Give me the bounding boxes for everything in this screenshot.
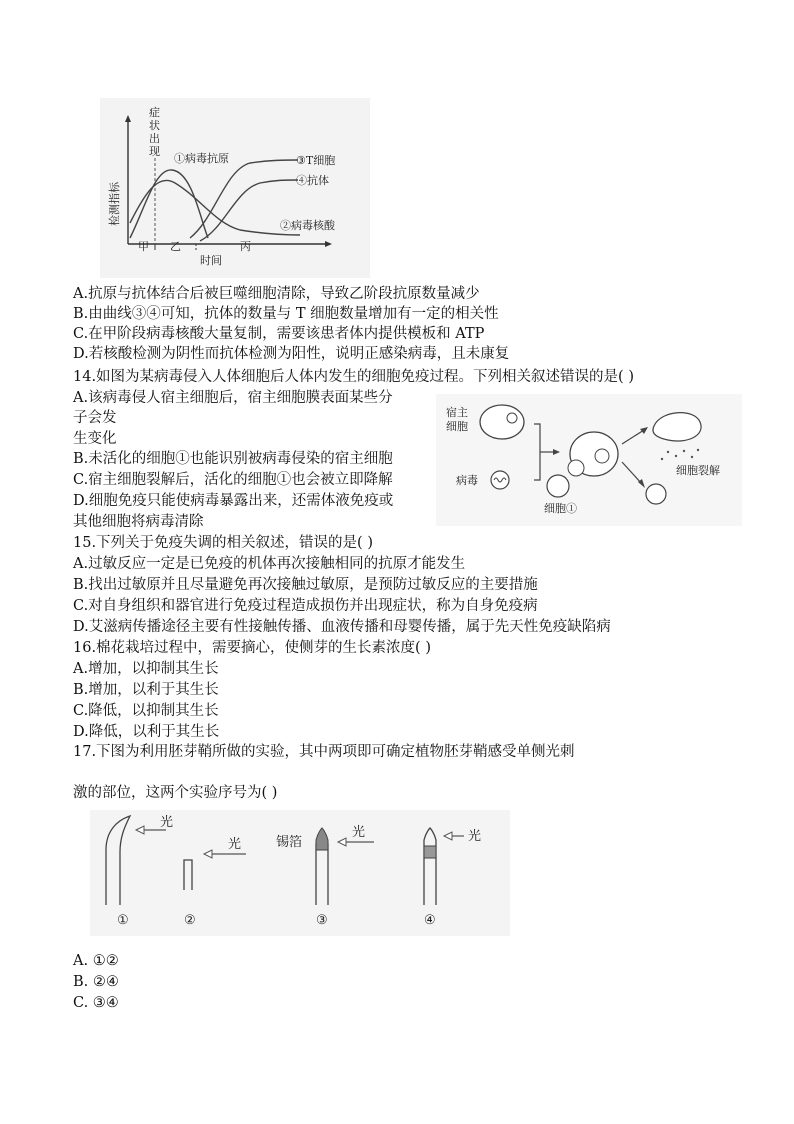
q14-option-a-3: 生变化 xyxy=(73,431,117,447)
q17-option-c: C. ③④ xyxy=(73,995,119,1011)
label-1: ① xyxy=(117,913,129,928)
symptom-label-4: 现 xyxy=(149,145,160,158)
light-label-4: 光 xyxy=(468,829,482,844)
q15-stem: 15.下列关于免疫失调的相关叙述，错误的是( ) xyxy=(73,535,373,551)
stage-bing: 丙 xyxy=(240,240,251,253)
light-label-3: 光 xyxy=(352,825,366,840)
curve4-label: ④抗体 xyxy=(296,174,329,187)
q14-option-b: B.未活化的细胞①也能识别被病毒侵染的宿主细胞 xyxy=(73,451,393,467)
q14-option-a-2: 子会发 xyxy=(73,410,117,426)
q14-option-d-2: 其他细胞将病毒清除 xyxy=(73,514,204,530)
label-2: ② xyxy=(184,913,196,928)
q13-option-a: A.抗原与抗体结合后被巨噬细胞清除，导致乙阶段抗原数量减少 xyxy=(73,286,480,302)
label-4: ④ xyxy=(424,913,436,928)
q13-option-b: B.由曲线③④可知，抗体的数量与 T 细胞数量增加有一定的相关性 xyxy=(73,306,499,322)
curve3-label: ③T细胞 xyxy=(296,154,336,167)
label-3: ③ xyxy=(316,913,328,928)
curve2-label: ②病毒核酸 xyxy=(280,219,335,232)
foil-band xyxy=(424,846,436,858)
q16-option-b: B.增加，以利于其生长 xyxy=(73,682,219,698)
q13-option-c: C.在甲阶段病毒核酸大量复制，需要该患者体内提供模板和 ATP xyxy=(73,326,485,342)
q16-option-d: D.降低，以利于其生长 xyxy=(73,724,220,740)
symptom-label-2: 状 xyxy=(149,119,160,132)
q16-option-c: C.降低，以抑制其生长 xyxy=(73,703,219,719)
host-cell-label-1: 宿主 xyxy=(446,406,468,419)
q14-option-c: C.宿主细胞裂解后，活化的细胞①也会被立即降解 xyxy=(73,472,393,488)
q14-stem: 14.如图为某病毒侵入人体细胞后人体内发生的细胞免疫过程。下列相关叙述错误的是( ) xyxy=(73,369,634,385)
curve1-label: ①病毒抗原 xyxy=(174,152,229,165)
cell-1-label: 细胞① xyxy=(544,502,577,515)
stage-yi: 乙 xyxy=(170,240,181,253)
symptom-label-3: 出 xyxy=(149,132,160,145)
lysis-label: 细胞裂解 xyxy=(676,464,720,477)
q15-option-c: C.对自身组织和器官进行免疫过程造成损伤并出现症状，称为自身免疫病 xyxy=(73,598,538,614)
q16-option-a: A.增加，以抑制其生长 xyxy=(73,661,219,677)
q17-option-a: A. ①② xyxy=(73,953,119,969)
q15-option-a: A.过敏反应一定是已免疫的机体再次接触相同的抗原才能发生 xyxy=(73,556,466,572)
q16-stem: 16.棉花栽培过程中，需要摘心，使侧芽的生长素浓度( ) xyxy=(73,640,431,656)
q13-option-d: D.若核酸检测为阴性而抗体检测为阳性，说明正感染病毒，且未康复 xyxy=(73,346,510,362)
stage-jia: 甲 xyxy=(138,240,149,253)
q17-coleoptile-figure xyxy=(90,810,510,936)
q13-curve-figure xyxy=(100,98,370,278)
virus-label: 病毒 xyxy=(456,474,478,487)
light-label-1: 光 xyxy=(160,815,174,830)
q15-option-d: D.艾滋病传播途径主要有性接触传播、血液传播和母婴传播，属于先天性免疫缺陷病 xyxy=(73,619,611,635)
released-cell xyxy=(646,484,666,504)
q14-option-d-1: D.细胞免疫只能使病毒暴露出来，还需体液免疫或 xyxy=(73,493,394,509)
host-cell-label-2: 细胞 xyxy=(446,420,468,433)
host-cell xyxy=(480,405,524,439)
q14-option-a-1: A.该病毒侵人宿主细胞后，宿主细胞膜表面某些分 xyxy=(73,390,393,406)
virus xyxy=(491,471,509,489)
cell-1 xyxy=(547,475,569,497)
q17-stem-2: 激的部位，这两个实验序号为( ) xyxy=(73,785,278,801)
x-axis-label: 时间 xyxy=(200,254,222,267)
light-label-2: 光 xyxy=(228,837,242,852)
q17-stem-1: 17.下图为利用胚芽鞘所做的实验，其中两项即可确定植物胚芽鞘感受单侧光刺 xyxy=(73,744,575,760)
foil-label: 锡箔 xyxy=(276,835,303,850)
symptom-label-1: 症 xyxy=(149,106,160,119)
y-axis-label: 检测指标 xyxy=(108,182,121,226)
q15-option-b: B.找出过敏原并且尽量避免再次接触过敏原，是预防过敏反应的主要措施 xyxy=(73,577,538,593)
q14-cell-immunity-figure xyxy=(436,394,742,526)
q17-option-b: B. ②④ xyxy=(73,974,119,990)
